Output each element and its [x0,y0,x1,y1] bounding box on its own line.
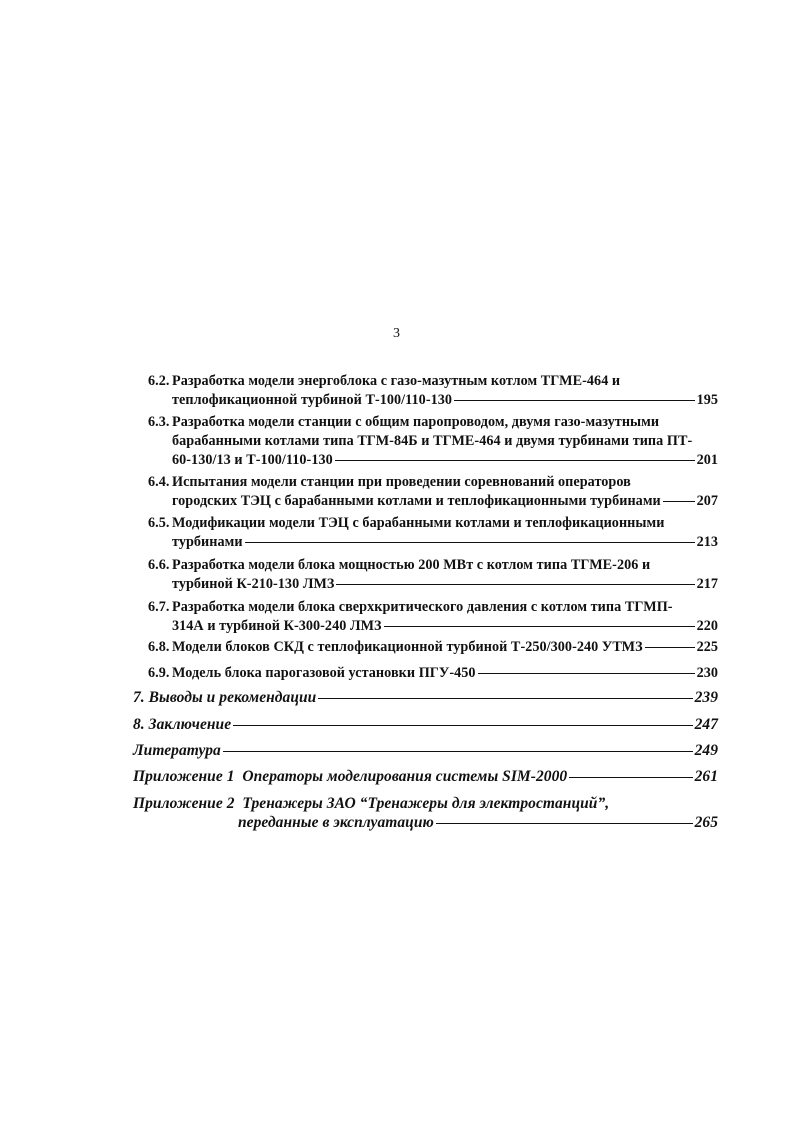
toc-entry-6-7[interactable] [148,598,718,636]
entry-page: 201 [696,452,718,468]
entry-number: 6.2. [148,373,170,389]
entry-number: 6.5. [148,515,170,531]
entry-page: 225 [696,639,718,655]
leader-line [645,647,695,648]
entry-title: 7. Выводы и рекомендации [133,689,317,706]
leader-line [223,751,693,752]
leader-line [663,501,695,502]
entry-page: 247 [694,716,718,733]
leader-line [336,584,694,585]
entry-title: 8. Заключение [133,716,232,733]
entry-title-line1: Модификации модели ТЭЦ с барабанными котлами и теплофикационными [172,515,665,531]
leader-line [436,823,693,824]
toc-entry-summary[interactable] [133,715,718,734]
entry-title-line1: Разработка модели станции с общим паропроводом, двумя газо-мазутными [172,414,660,430]
entry-title-line1: Модель блока парогазовой установки ПГУ-450 [172,665,476,681]
entry-page: 213 [696,534,718,550]
entry-number: 6.4. [148,474,170,490]
leader-line [245,542,695,543]
entry-title-line1: Приложение 2 Тренажеры ЗАО “Тренажеры для электростанций”, [133,795,610,812]
toc-entry-6-5[interactable] [148,514,718,552]
entry-title-line1: Разработка модели блока сверхкритического давления с котлом типа ТГМП- [172,599,673,615]
entry-page: 261 [694,768,718,785]
entry-title-line1: Испытания модели станции при проведении соревнований операторов [172,474,631,490]
entry-number: 6.7. [148,599,170,615]
entry-title-line2: теплофикационной турбиной Т-100/110-130 [172,392,453,408]
leader-line [569,777,692,778]
leader-line [335,460,695,461]
leader-line [384,626,695,627]
entry-page: 220 [696,618,718,634]
toc-entry-6-6[interactable] [148,556,718,594]
entry-page: 217 [696,576,718,592]
toc-entry-6-8[interactable] [148,638,718,657]
leader-line [233,725,692,726]
page-number: 3 [393,326,400,341]
entry-page: 249 [694,742,718,759]
entry-title-line1: Разработка модели энергоблока с газо-мазутным котлом ТГМЕ-464 и [172,373,621,389]
entry-number: 6.9. [148,665,170,681]
entry-title-line1: Разработка модели блока мощностью 200 МВт с котлом типа ТГМЕ-206 и [172,557,651,573]
entry-page: 239 [694,689,718,706]
toc-entry-appendix-2[interactable] [133,794,718,832]
entry-number: 6.8. [148,639,170,655]
entry-title-line2: переданные в эксплуатацию [238,814,434,831]
toc-entry-6-9[interactable] [148,664,718,683]
entry-page: 207 [696,493,718,509]
leader-line [478,673,695,674]
entry-title-line1: Модели блоков СКД с теплофикационной турбиной Т-250/300-240 УТМЗ [172,639,643,655]
toc-entry-6-3[interactable] [148,413,718,470]
entry-title-line2: турбинами [172,534,243,550]
toc-entry-conclusions[interactable] [133,688,718,707]
toc-entry-6-2[interactable] [148,372,718,410]
entry-title: Приложение 1 Операторы моделирования системы SIM-2000 [133,768,568,785]
entry-title-line2: барабанными котлами типа ТГМ-84Б и ТГМЕ-464 и двумя турбинами типа ПТ- [172,433,693,449]
entry-number: 6.6. [148,557,170,573]
entry-title-line2: турбиной К-210-130 ЛМЗ [172,576,335,592]
entry-title-line2: городских ТЭЦ с барабанными котлами и теплофикационными турбинами [172,493,661,509]
entry-page: 265 [694,814,718,831]
entry-title-line3: 60-130/13 и Т-100/110-130 [172,452,333,468]
toc-entry-appendix-1[interactable] [133,767,718,786]
toc-entry-6-4[interactable] [148,473,718,511]
leader-line [318,698,692,699]
leader-line [454,400,695,401]
entry-title: Литература [133,742,221,759]
toc-entry-literature[interactable] [133,741,718,760]
entry-number: 6.3. [148,414,170,430]
entry-title-line2: 314А и турбиной К-300-240 ЛМЗ [172,618,382,634]
entry-page: 230 [696,665,718,681]
entry-page: 195 [696,392,718,408]
